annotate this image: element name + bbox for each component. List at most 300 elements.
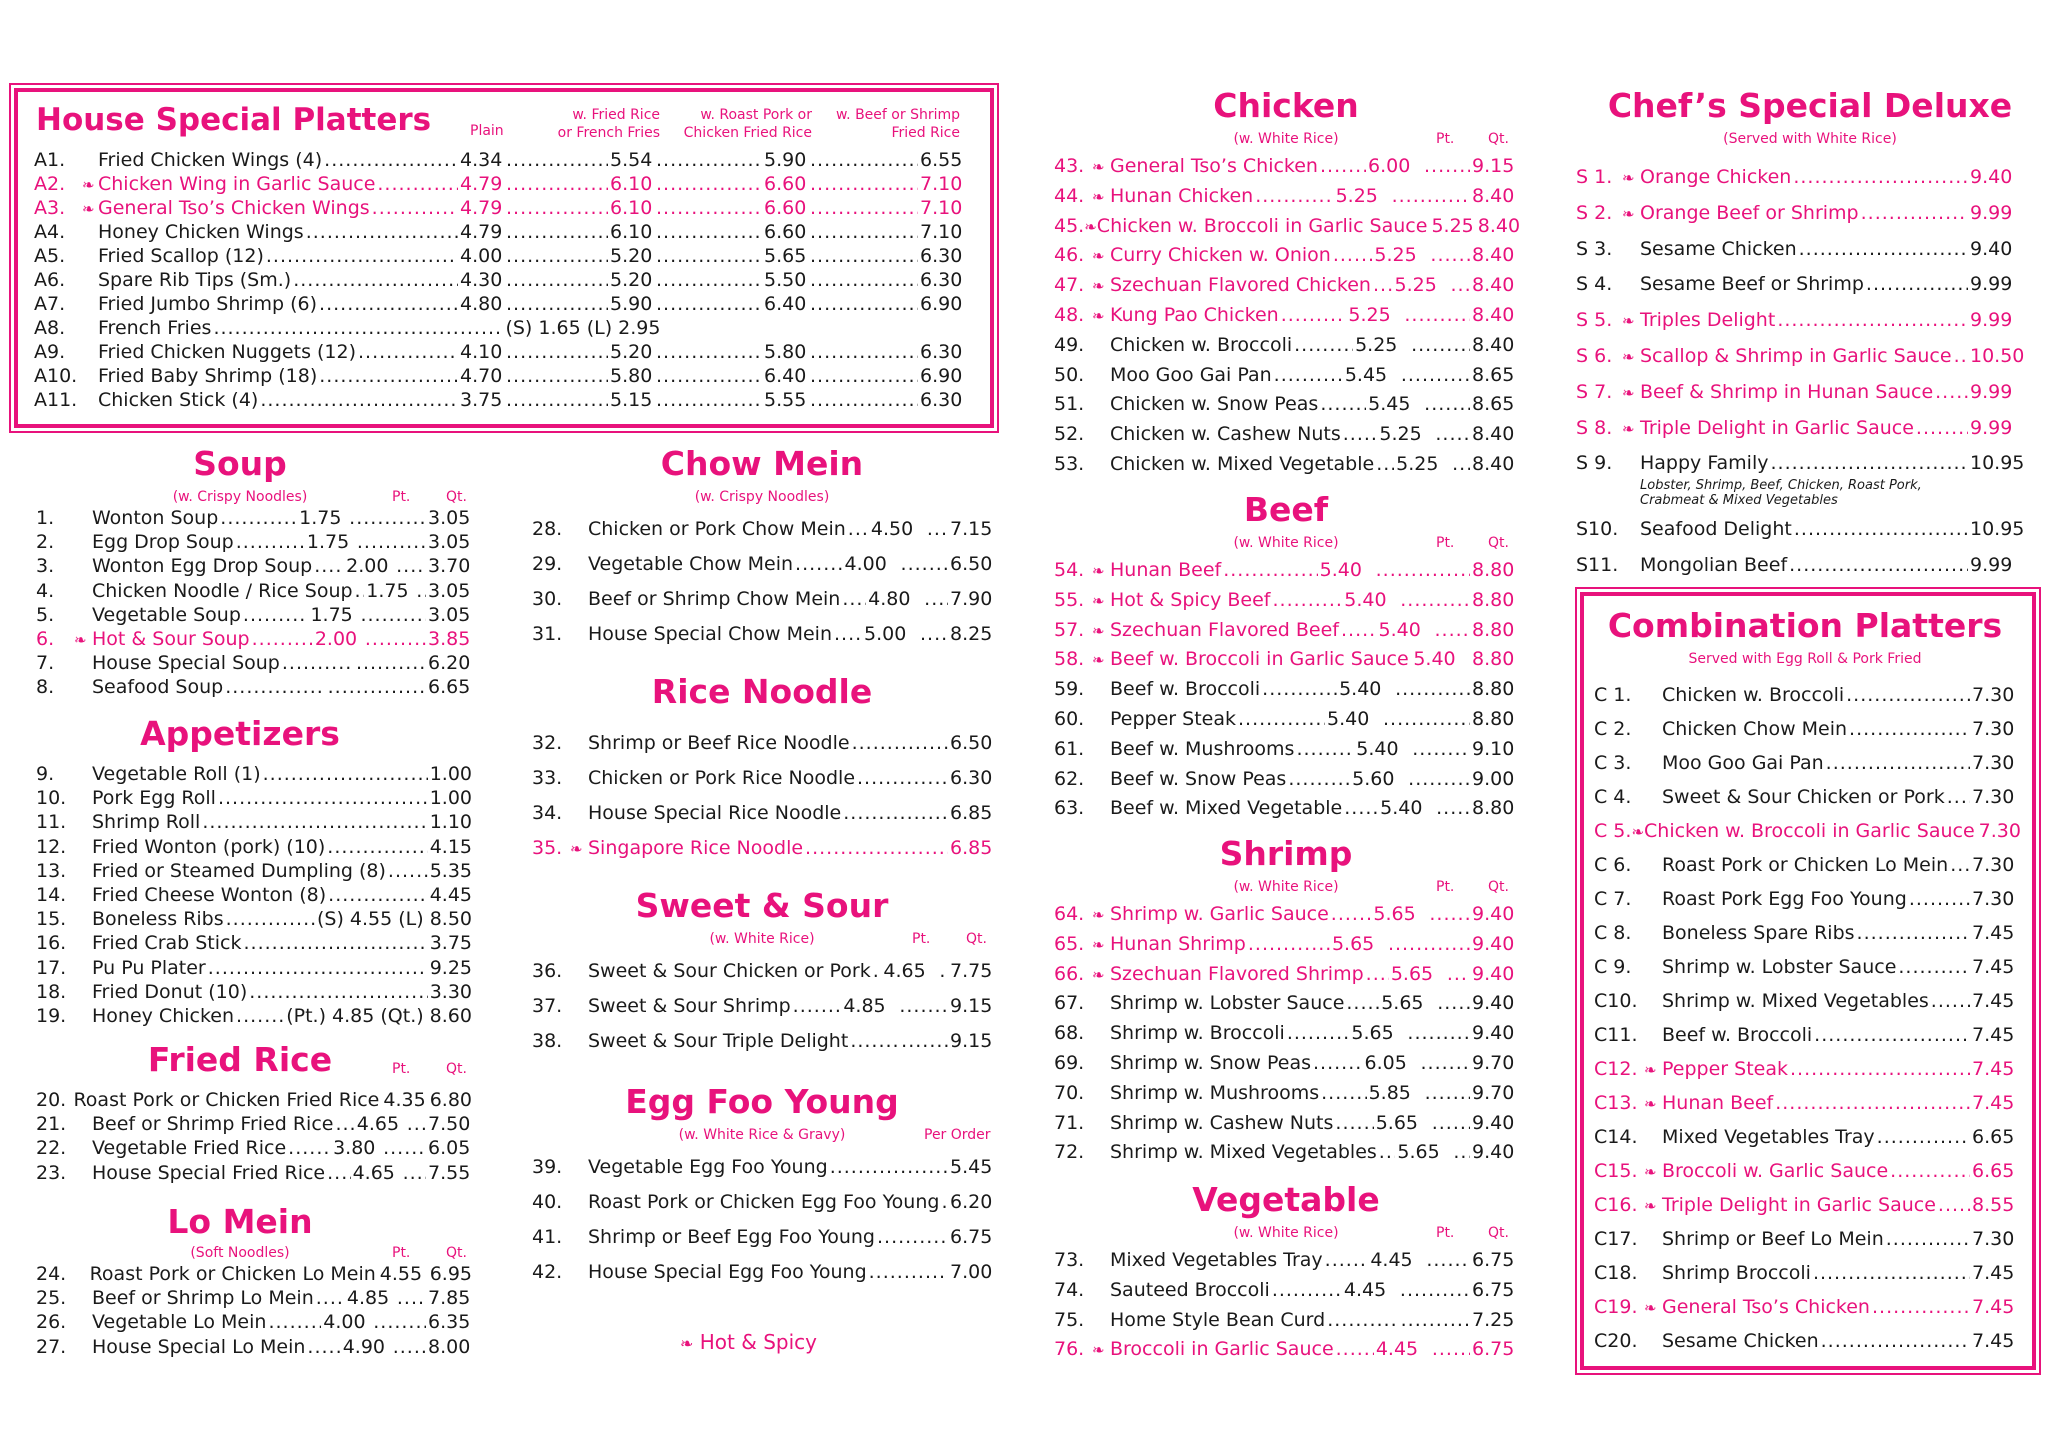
item-number: C 1. <box>1594 684 1632 706</box>
leader-dots <box>226 907 315 931</box>
leader-dots <box>236 530 305 554</box>
menu-item <box>1054 271 1518 301</box>
chefs-special-subtitle: (Served with White Rice) <box>1723 131 1897 147</box>
item-number: 30. <box>532 588 563 610</box>
item-name: Singapore Rice Noodle <box>588 837 804 859</box>
leader-dots <box>656 196 762 220</box>
leader-dots <box>1426 1246 1470 1276</box>
menu-item <box>532 512 996 547</box>
menu-item <box>532 954 996 989</box>
menu-item <box>36 810 472 834</box>
pepper-icon: ❧ <box>1092 591 1105 610</box>
leader-dots <box>920 617 948 652</box>
leader-dots <box>506 172 608 196</box>
item-number: S 1. <box>1576 166 1613 188</box>
item-price-p1: 4.34 <box>460 149 503 171</box>
leader-dots <box>268 1310 321 1334</box>
item-price-qt: 6.65 <box>428 676 471 699</box>
combination-subtitle: Served with Egg Roll & Pork Fried <box>1688 651 1922 667</box>
leader-dots <box>1916 411 1968 447</box>
item-price-p4: 6.30 <box>920 389 963 411</box>
item-price-p3: 5.55 <box>764 389 807 411</box>
item-number: 21. <box>36 1113 67 1136</box>
item-price-price: 7.30 <box>1972 1228 2015 1250</box>
item-name: Shrimp w. Mixed Vegetables <box>1110 1141 1377 1164</box>
item-name: Sweet & Sour Chicken or Pork <box>1662 786 1945 808</box>
item-price-p1: 4.79 <box>460 197 503 219</box>
item-name: Mixed Vegetables Tray <box>1662 1126 1875 1148</box>
menu-item <box>36 1286 472 1310</box>
item-price-pt: 5.25 <box>1374 244 1417 267</box>
item-price-pt: 6.00 <box>1368 155 1411 177</box>
item-number: 51. <box>1054 393 1085 416</box>
leader-dots <box>1404 301 1470 331</box>
leader-dots <box>1947 780 1970 814</box>
menu-item <box>36 506 472 530</box>
item-name: Sesame Chicken <box>1640 237 1797 260</box>
leader-dots <box>1346 989 1379 1019</box>
leader-dots <box>396 554 426 578</box>
item-price-p3: 6.40 <box>764 293 807 315</box>
item-number: 41. <box>532 1226 563 1248</box>
item-price-price: 3.30 <box>429 980 472 1003</box>
leader-dots <box>1425 1079 1470 1109</box>
pepper-icon: ❧ <box>680 1334 694 1353</box>
leader-dots <box>1325 1246 1369 1276</box>
leader-dots <box>834 617 862 652</box>
item-price-pt: 1.75 <box>310 603 353 626</box>
item-price-qt: 8.80 <box>1472 559 1515 581</box>
item-number: 70. <box>1054 1081 1085 1104</box>
pepper-icon: ❧ <box>1092 187 1105 206</box>
item-price-pt: 1.75 <box>299 507 342 529</box>
item-number: C 3. <box>1594 752 1632 774</box>
item-name: Hunan Beef <box>1110 559 1222 581</box>
item-number: C16. <box>1594 1194 1638 1216</box>
item-name: Egg Drop Soup <box>92 531 234 554</box>
item-price-price: 7.30 <box>1972 854 2015 876</box>
col-roast-pork: w. Roast Pork or Chicken Fried Rice <box>683 107 812 141</box>
item-price-price: 9.99 <box>1970 380 2013 403</box>
item-number: 9. <box>36 763 55 785</box>
item-price-p1: 4.00 <box>460 245 503 267</box>
menu-item <box>36 907 472 931</box>
item-number: 67. <box>1054 992 1085 1015</box>
item-name: Hot & Spicy Beef <box>1110 588 1271 611</box>
leader-dots <box>372 196 458 220</box>
item-number: 25. <box>36 1287 67 1310</box>
item-number: 19. <box>36 1004 67 1027</box>
item-name: Fried Cheese Wonton (8) <box>92 883 327 906</box>
pepper-icon: ❧ <box>1622 204 1635 223</box>
menu-item <box>1594 1120 2018 1154</box>
leader-dots <box>1890 1154 1970 1188</box>
item-number: A1. <box>34 149 66 171</box>
leader-dots <box>1452 450 1470 480</box>
item-price-pt: 4.45 <box>1343 1278 1387 1301</box>
menu-item <box>1054 765 1518 795</box>
item-name: Shrimp or Beef Egg Foo Young <box>588 1226 875 1248</box>
menu-item <box>1054 794 1518 824</box>
item-name: Fried Chicken Nuggets (12) <box>98 341 357 363</box>
item-number: S 8. <box>1576 416 1613 439</box>
item-price-price: 6.65 <box>1972 1126 2015 1148</box>
item-price-price: 7.45 <box>1972 1262 2015 1284</box>
menu-item <box>1054 675 1518 705</box>
leader-dots <box>356 651 426 675</box>
menu-item <box>1576 160 2022 196</box>
item-number: 12. <box>36 835 67 858</box>
item-price-p2: 6.10 <box>610 221 653 243</box>
item-price-pt: 5.65 <box>1381 992 1424 1015</box>
item-price-price: 7.45 <box>1972 1092 2015 1114</box>
pepper-icon: ❧ <box>1644 1061 1657 1079</box>
item-price-p2: 5.54 <box>610 149 653 171</box>
item-price-p4: 6.55 <box>920 149 963 171</box>
leader-dots <box>1331 900 1372 930</box>
leader-dots <box>220 506 297 530</box>
item-number: C 4. <box>1594 786 1632 808</box>
menu-item <box>36 603 472 627</box>
leader-dots <box>213 316 503 340</box>
leader-dots <box>852 726 948 761</box>
leader-dots <box>506 340 608 364</box>
item-price-price: 9.99 <box>1970 553 2013 576</box>
menu-item <box>1054 450 1518 480</box>
item-price-pt: 5.25 <box>1379 423 1422 446</box>
item-number: C 9. <box>1594 956 1632 978</box>
leader-dots <box>656 340 762 364</box>
item-price-pt: 4.80 <box>868 588 911 610</box>
leader-dots <box>1343 420 1378 450</box>
item-name: Pepper Steak <box>1662 1058 1788 1080</box>
pepper-icon: ❧ <box>1092 247 1105 266</box>
pepper-icon: ❧ <box>1084 217 1097 236</box>
item-price-qt: 6.50 <box>950 553 993 575</box>
item-price-qt: 3.85 <box>428 627 471 650</box>
item-name: Boneless Spare Ribs <box>1662 922 1855 944</box>
chow-mein-title: Chow Mein <box>660 444 864 483</box>
item-price-pt: 5.25 <box>1396 452 1439 475</box>
menu-item <box>1576 267 2022 303</box>
item-price-qt: 8.40 <box>1472 303 1515 326</box>
item-price-pt: 4.90 <box>342 1335 386 1358</box>
item-name: House Special Egg Foo Young <box>588 1261 867 1283</box>
leader-dots <box>1408 765 1470 795</box>
leader-dots <box>1401 1306 1470 1336</box>
item-price-qt: 8.80 <box>1472 588 1515 611</box>
item-number: 14. <box>36 883 67 906</box>
leader-dots <box>218 786 428 810</box>
item-price-price: 9.40 <box>1970 166 2013 188</box>
lo-mein-list <box>36 1262 472 1359</box>
leader-dots <box>1849 712 1970 746</box>
leader-dots <box>1931 984 1970 1018</box>
item-name: Chicken or Pork Rice Noodle <box>588 767 856 789</box>
appetizers-title: Appetizers <box>140 714 340 753</box>
menu-item <box>532 1185 996 1220</box>
menu-item <box>532 831 996 866</box>
item-number: S 2. <box>1576 201 1613 224</box>
egg-foo-young-title: Egg Foo Young <box>625 1082 899 1121</box>
menu-item <box>1054 645 1518 675</box>
item-name: Sweet & Sour Chicken or Pork <box>588 960 871 982</box>
item-price-p3: 6.60 <box>764 173 807 195</box>
item-price-qt: 8.40 <box>1472 274 1515 297</box>
leader-dots <box>1777 303 1968 339</box>
item-number: C 8. <box>1594 922 1632 944</box>
leader-dots <box>927 512 948 547</box>
menu-item <box>1054 705 1518 735</box>
item-price-qt: 9.00 <box>1472 767 1515 790</box>
leader-dots <box>873 954 882 989</box>
item-number: 7. <box>36 652 55 675</box>
item-number: C 2. <box>1594 718 1632 740</box>
beef-qt: Qt. <box>1488 535 1509 551</box>
item-price-pt: 5.40 <box>1339 678 1382 701</box>
item-price-pt: 5.65 <box>1373 903 1416 925</box>
menu-item <box>532 1024 996 1059</box>
leader-dots <box>1877 1120 1970 1154</box>
menu-item <box>36 980 472 1004</box>
item-price-pt: 2.00 <box>346 555 389 578</box>
item-price-p2: 5.80 <box>610 365 653 387</box>
item-number: 46. <box>1054 244 1085 267</box>
leader-dots <box>1813 1256 1970 1290</box>
item-price-pt: 5.40 <box>1378 618 1421 641</box>
pepper-icon: ❧ <box>1092 965 1105 984</box>
item-price-price: 7.30 <box>1972 718 2015 740</box>
item-price-price: 6.65 <box>1972 1160 2015 1182</box>
leader-dots <box>506 364 608 388</box>
menu-item <box>1054 241 1518 271</box>
item-name: Sweet & Sour Triple Delight <box>588 1030 849 1052</box>
item-price-price: 10.95 <box>1970 518 2025 541</box>
leader-dots <box>899 989 948 1024</box>
menu-item <box>36 1262 472 1286</box>
leader-dots <box>266 244 458 268</box>
soup-qt: Qt. <box>446 489 467 505</box>
item-name: Shrimp or Beef Rice Noodle <box>588 732 850 754</box>
pepper-icon: ❧ <box>74 630 87 649</box>
pepper-icon: ❧ <box>1092 306 1105 325</box>
menu-item <box>36 651 472 675</box>
menu-item <box>34 364 964 388</box>
leader-dots <box>319 364 458 388</box>
menu-item <box>532 1150 996 1185</box>
item-name: Mongolian Beef <box>1640 553 1788 576</box>
item-name: French Fries <box>98 317 212 339</box>
item-number: A4. <box>34 221 66 243</box>
item-price-qt: 8.00 <box>428 1335 471 1358</box>
leader-dots <box>1366 960 1389 990</box>
item-price-price: 7.45 <box>1972 1296 2015 1318</box>
item-name: House Special Fried Rice <box>92 1161 326 1184</box>
item-name: Vegetable Soup <box>92 603 241 626</box>
leader-dots <box>1436 794 1470 824</box>
item-number: A11. <box>34 389 78 411</box>
item-name: General Tso’s Chicken <box>1662 1296 1870 1318</box>
item-number: C12. <box>1594 1058 1638 1080</box>
leader-dots <box>1886 1222 1970 1256</box>
leader-dots <box>805 831 948 866</box>
item-price-price: 9.99 <box>1970 416 2013 439</box>
leader-dots <box>1469 645 1470 675</box>
leader-dots <box>1401 361 1470 391</box>
menu-item <box>1054 1079 1518 1109</box>
item-price-p1: 4.10 <box>460 341 503 363</box>
house-special-list <box>34 148 964 412</box>
menu-item <box>1054 930 1518 960</box>
leader-dots <box>506 244 608 268</box>
item-price-qt: 8.40 <box>1477 214 1521 237</box>
item-price-qt: 6.75 <box>1472 1278 1515 1301</box>
item-name: General Tso’s Chicken Wings <box>98 197 370 219</box>
item-price-pt: 5.25 <box>1431 214 1474 237</box>
leader-dots <box>1379 1138 1396 1168</box>
leader-dots <box>1793 160 1968 196</box>
menu-item <box>36 1136 472 1160</box>
leader-dots <box>328 883 428 907</box>
leader-dots <box>656 292 762 316</box>
leader-dots <box>1846 678 1970 712</box>
leader-dots <box>1288 765 1350 795</box>
item-number: C11. <box>1594 1024 1638 1046</box>
leader-dots <box>1344 794 1378 824</box>
item-number: A7. <box>34 293 66 315</box>
item-price-pt: 5.60 <box>1352 767 1395 790</box>
menu-item <box>1594 950 2018 984</box>
menu-item <box>532 761 996 796</box>
item-number: 15. <box>36 908 67 931</box>
item-name: Hot & Sour Soup <box>92 627 250 650</box>
item-number: 11. <box>36 811 67 834</box>
sweet-sour-list <box>532 954 996 1059</box>
item-number: 49. <box>1054 333 1085 356</box>
menu-item <box>1594 984 2018 1018</box>
menu-item <box>1594 1086 2018 1120</box>
item-name: Chicken w. Broccoli in Garlic Sauce <box>1096 214 1428 237</box>
leader-dots <box>506 196 608 220</box>
item-price-qt: 6.20 <box>428 652 471 675</box>
vegetable-list <box>1054 1246 1518 1365</box>
leader-dots <box>1437 989 1470 1019</box>
menu-item <box>1576 232 2022 268</box>
leader-dots <box>1866 267 1968 303</box>
menu-item <box>1054 586 1518 616</box>
item-price-price: 6.30 <box>950 767 993 789</box>
menu-item <box>1054 900 1518 930</box>
menu-item <box>532 547 996 582</box>
item-price-qt: 9.15 <box>950 1030 993 1052</box>
item-number: C18. <box>1594 1262 1638 1284</box>
item-number: 63. <box>1054 797 1085 820</box>
leader-dots <box>252 627 313 651</box>
menu-item <box>36 762 472 786</box>
leader-dots <box>1790 1052 1970 1086</box>
item-price-qt: 8.80 <box>1472 618 1515 641</box>
item-price-price: 8.55 <box>1972 1194 2015 1216</box>
leader-dots <box>1373 271 1393 301</box>
leader-dots <box>1336 1335 1374 1365</box>
item-name: Shrimp w. Mixed Vegetables <box>1662 990 1929 1012</box>
leader-dots <box>260 388 458 412</box>
menu-item <box>1594 1222 2018 1256</box>
leader-dots <box>306 220 458 244</box>
item-name: Sesame Chicken <box>1662 1330 1819 1352</box>
item-price-pt: 5.40 <box>1356 737 1399 760</box>
item-price-price: 7.30 <box>1978 820 2021 842</box>
item-price-qt: 9.70 <box>1472 1051 1515 1074</box>
item-price-price: 7.45 <box>1972 990 2015 1012</box>
leader-dots <box>1821 1324 1970 1358</box>
item-name: Sweet & Sour Shrimp <box>588 995 791 1017</box>
item-number: 32. <box>532 732 563 754</box>
item-name: Triples Delight <box>1640 309 1776 332</box>
item-price-qt: 9.15 <box>950 995 993 1017</box>
item-price-pt: 5.25 <box>1335 184 1378 207</box>
leader-dots <box>842 582 866 617</box>
leader-dots <box>403 1161 426 1185</box>
menu-item <box>34 292 964 316</box>
item-number: 29. <box>532 553 563 575</box>
item-price-pt: 4.00 <box>844 553 887 575</box>
menu-item <box>1576 303 2022 339</box>
item-number: 62. <box>1054 767 1085 790</box>
item-price-pt: 5.45 <box>1344 363 1388 386</box>
leader-dots <box>793 989 842 1024</box>
menu-item <box>1594 1018 2018 1052</box>
pepper-icon: ❧ <box>82 200 95 218</box>
item-price-qt: 7.85 <box>428 1287 471 1310</box>
leader-dots <box>1814 1018 1970 1052</box>
leader-dots <box>877 1220 948 1255</box>
shrimp-qt: Qt. <box>1488 879 1509 895</box>
menu-item <box>36 835 472 859</box>
item-price-p2: 5.20 <box>610 269 653 291</box>
vegetable-qt: Qt. <box>1488 1225 1509 1241</box>
item-name: Beef w. Snow Peas <box>1110 767 1287 790</box>
vegetable-pt: Pt. <box>1436 1225 1455 1241</box>
item-number: 44. <box>1054 184 1085 207</box>
item-name: Moo Goo Gai Pan <box>1110 363 1272 386</box>
item-price-pt: 5.45 <box>1368 393 1411 416</box>
item-name: Vegetable Lo Mein <box>92 1311 267 1334</box>
leader-dots <box>656 388 762 412</box>
item-price-price: 5.35 <box>429 859 472 882</box>
leader-dots <box>656 268 762 292</box>
item-price-qt: 8.80 <box>1472 797 1515 820</box>
combination-list <box>1594 678 2021 1358</box>
leader-dots <box>506 220 608 244</box>
item-number: S 5. <box>1576 309 1613 332</box>
item-number: 23. <box>36 1161 67 1184</box>
pepper-icon: ❧ <box>570 840 583 858</box>
item-number: C20. <box>1594 1330 1638 1352</box>
leader-dots <box>407 1112 426 1136</box>
item-number: 42. <box>532 1261 563 1283</box>
item-number: 3. <box>36 555 55 578</box>
leader-dots <box>1281 301 1347 331</box>
leader-dots <box>349 506 426 530</box>
item-price-qt: 3.05 <box>428 531 471 554</box>
item-price-p2: 5.15 <box>610 389 653 411</box>
leader-dots <box>358 340 458 364</box>
item-name: Chicken Noodle / Rice Soup <box>92 579 353 602</box>
item-price-pt: 5.25 <box>1355 333 1398 356</box>
leader-dots <box>357 530 426 554</box>
item-name: Beef w. Mixed Vegetable <box>1110 797 1343 820</box>
